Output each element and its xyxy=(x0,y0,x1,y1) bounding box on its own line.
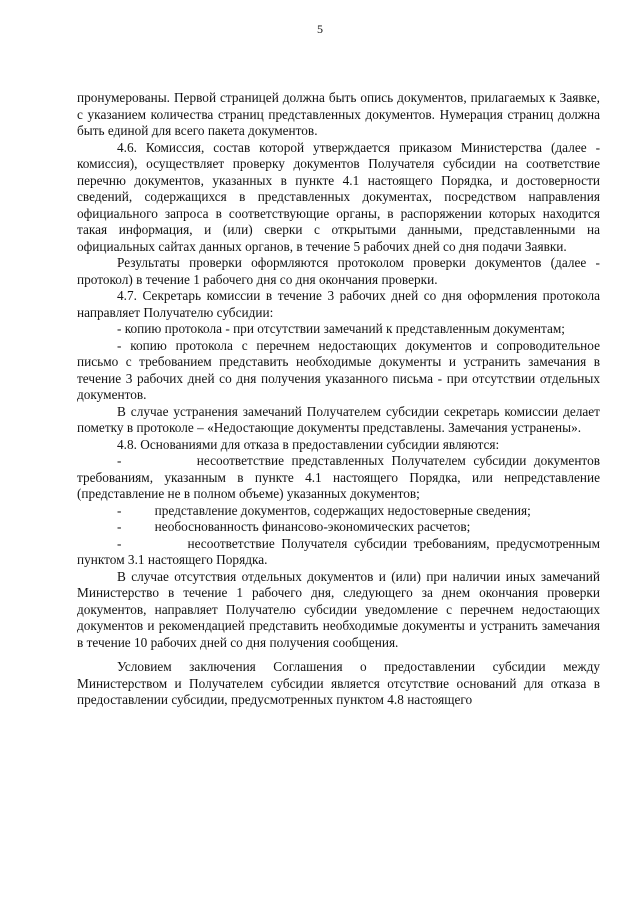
paragraph-4-8: 4.8. Основаниями для отказа в предоставлении субсидии являются: xyxy=(117,436,500,452)
paragraph-4-6: 4.6. Комиссия, состав которой утверждается приказом Министерства (далее - комиссия), осуществляет проверку документов Получателя субсидии на соответствие перечню документов, указанных в пункте 4.1 настоящего Порядка, и достоверности сведений, содержащихся в представленных документах, посредством направления официального запроса в соответствующие органы, в распоряжении которых находится такая информация, и (или) сверки с открытыми данными, представленными на официальных сайтах данных органов, в течение 5 рабочих дней со дня подачи Заявки. xyxy=(77,139,600,254)
list-item: - необоснованность финансово-экономических расчетов; xyxy=(117,519,471,534)
paragraph: В случае отсутствия отдельных документов и (или) при наличии иных замечаний Министерство в течение 1 рабочего дня, следующего за днем окончания проверки документов, направляет Получателю субсидии уведомление с перечнем недостающих документов и рекомендацией представить необходимые документы и устранить замечания в течение 10 рабочих дней со дня получения сообщения. xyxy=(77,568,600,650)
paragraph-4-7: 4.7. Секретарь комиссии в течение 3 рабочих дней со дня оформления протокола направляет Получателю субсидии: xyxy=(77,288,600,320)
list-item: - несоответствие Получателя субсидии требованиям, предусмотренным пунктом 3.1 настоящего Порядка. xyxy=(77,535,604,567)
document-body xyxy=(77,90,604,709)
list-item: - копию протокола с перечнем недостающих документов и сопроводительное письмо с требованием представить необходимые документы и устранить замечания в течение 3 рабочих дней со дня получения указанного письма - при отсутствии отдельных документов. xyxy=(77,337,600,402)
paragraph: В случае устранения замечаний Получателем субсидии секретарь комиссии делает пометку в протоколе – «Недостающие документы представлены. Замечания устранены». xyxy=(77,403,600,435)
page-number: 5 xyxy=(317,22,323,36)
list-item: - представление документов, содержащих недостоверные сведения; xyxy=(117,502,531,518)
list-item: - несоответствие представленных Получателем субсидии документов требованиям, указанным в пункте 4.1 настоящего Порядка, или непредставление (представление не в полном объеме) указанных документов; xyxy=(77,453,604,501)
paragraph: Условием заключения Соглашения о предоставлении субсидии между Министерством и Получателем субсидии является отсутствие оснований для отказа в предоставлении субсидии, предусмотренных пунктом 4.8 настоящего xyxy=(77,659,600,707)
list-item: - копию протокола - при отсутствии замечаний к представленным документам; xyxy=(117,321,565,336)
paragraph: пронумерованы. Первой страницей должна быть опись документов, прилагаемых к Заявке, с указанием количества страниц представленных документов. Нумерация страниц должна быть единой для всего пакета документов. xyxy=(77,90,600,138)
paragraph: Результаты проверки оформляются протоколом проверки документов (далее - протокол) в течение 1 рабочего дня со дня окончания проверки. xyxy=(77,255,600,287)
